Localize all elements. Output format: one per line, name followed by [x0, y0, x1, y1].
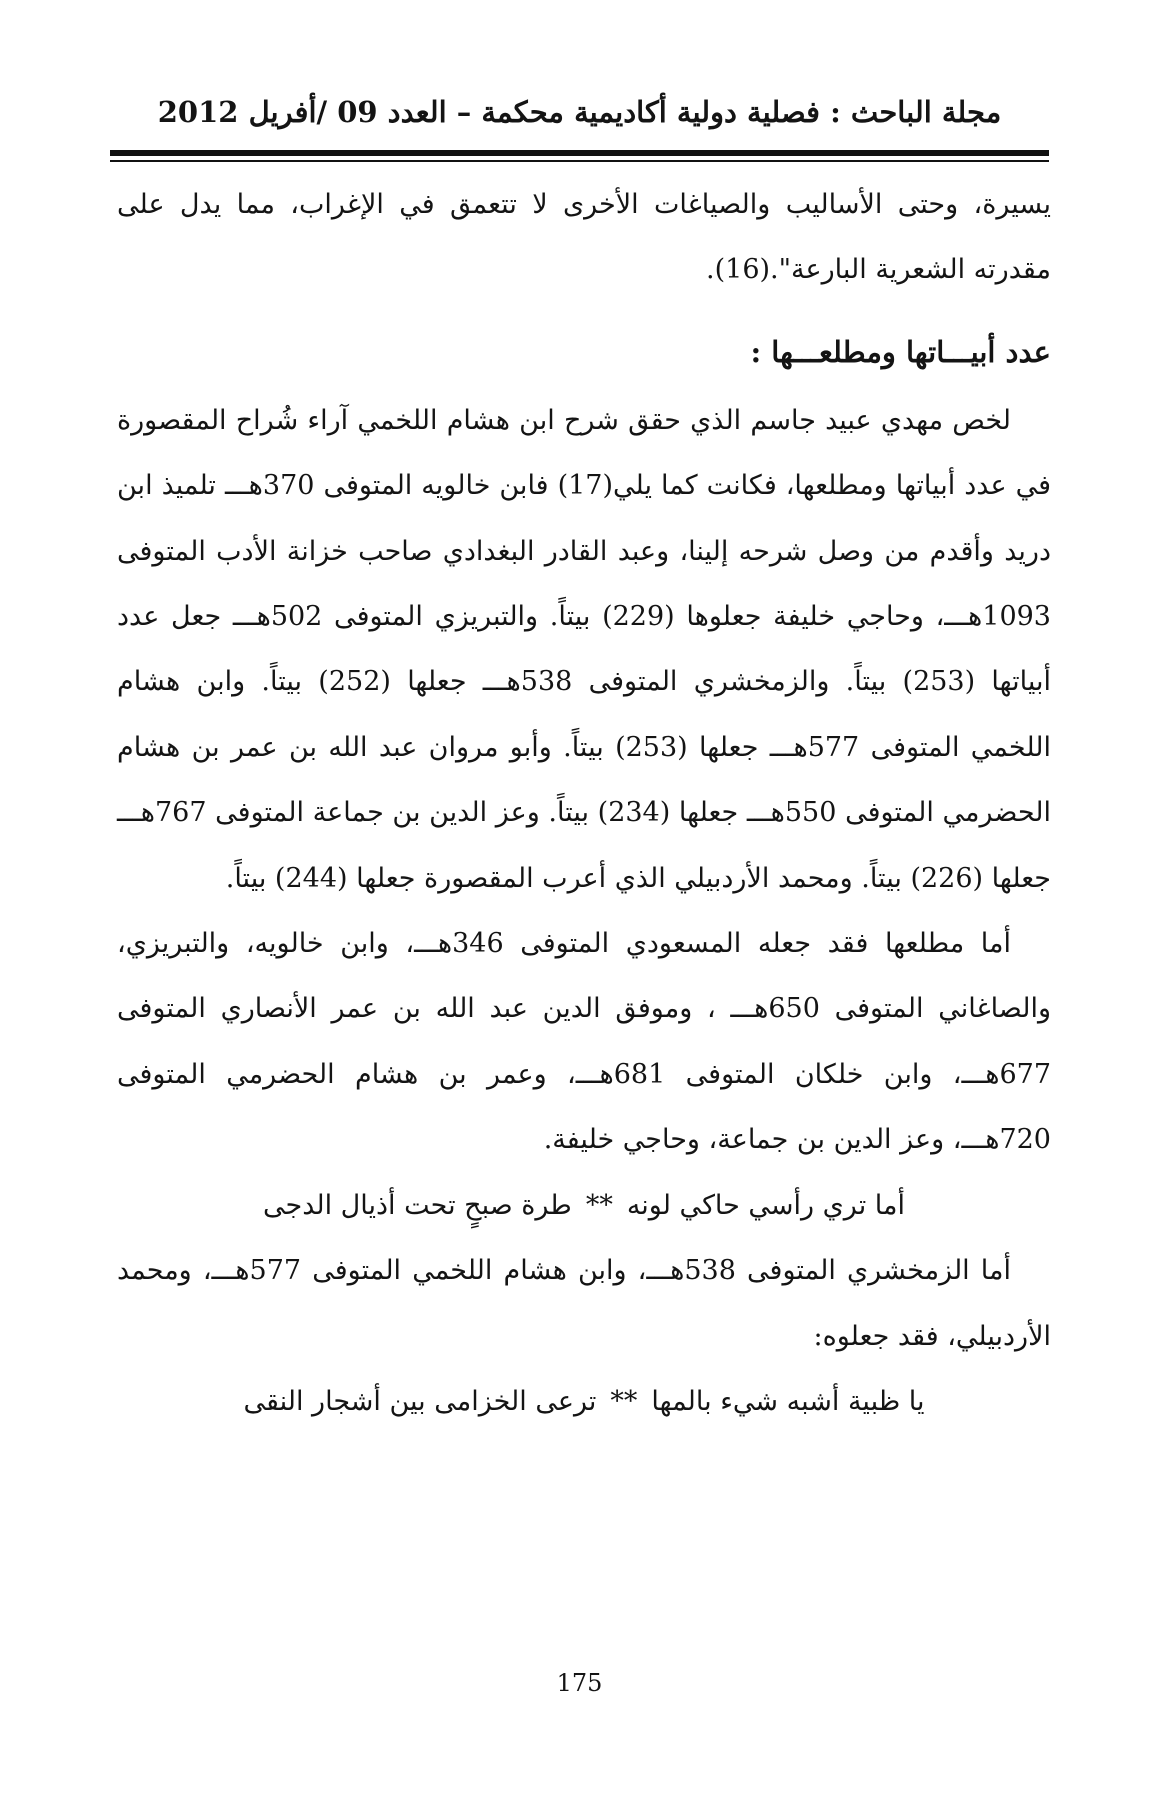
poem-verse-1: [117, 1173, 1051, 1238]
verse-2-second-hemistich: ترعى الخزامى بين أشجار النقى: [243, 1385, 597, 1417]
section-heading: عدد أبيـــاتها ومطلعـــها :: [750, 334, 1051, 369]
page-number: 175: [556, 1669, 603, 1697]
verse-1-second-hemistich: طرة صبحٍ تحت أذيال الدجى: [263, 1189, 572, 1221]
header-rule-thin: [110, 160, 1049, 162]
paragraph-verse-count: لخص مهدي عبيد جاسم الذي حقق شرح ابن هشام اللخمي آراء شُراح المقصورة في عدد أبياتها ومطلعها، فكانت كما يلي(17) فابن خالويه المتوفى 370هـــ تلميذ ابن دريد وأقدم من وصل شرحه إلينا، وعبد القادر البغدادي صاحب خزانة الأدب المتوفى 1093هـــ، وحاجي خليفة جعلوها (229) بيتاً. والتبريزي المتوفى 502هـــ جعل عدد أبياتها (253) بيتاً. والزمخشري المتوفى 538هـــ جعلها (252) بيتاً. وابن هشام اللخمي المتوفى 577هـــ جعلها (253) بيتاً. وأبو مروان عبد الله بن عمر بن هشام الحضرمي المتوفى 550هـــ جعلها (234) بيتاً. وعز الدين بن جماعة المتوفى 767هـــ جعلها (226) بيتاً. ومحمد الأردبيلي الذي أعرب المقصورة جعلها (244) بيتاً.: [117, 404, 1052, 894]
paragraph-opening-verse: أما مطلعها فقد جعله المسعودي المتوفى 346هـــ، وابن خالويه، والتبريزي، والصاغاني المتوفى 650هـــ ، وموفق الدين عبد الله بن عمر الأنصاري المتوفى 677هـــ، وابن خلكان المتوفى 681هـــ، وعمر بن هشام الحضرمي المتوفى 720هـــ، وعز الدين بن جماعة، وحاجي خليفة.: [117, 928, 1052, 1156]
journal-header: مجلة الباحث : فصلية دولية أكاديمية محكمة – العدد 09 /أفريل 2012: [157, 95, 1002, 129]
opening-paragraph: يسيرة، وحتى الأساليب والصياغات الأخرى لا تتعمق في الإغراب، مما يدل على مقدرته الشعرية البارعة".(16).: [117, 189, 1051, 286]
verse-1-separator: **: [585, 1189, 613, 1221]
verse-2-first-hemistich: يا ظبية أشبه شيء بالمها: [651, 1385, 925, 1417]
header-rule-thick: [110, 150, 1049, 156]
poem-verse-2: [117, 1369, 1051, 1434]
verse-2-separator: **: [610, 1385, 638, 1417]
article-body: [117, 172, 1051, 1434]
verse-1-first-hemistich: أما تري رأسي حاكي لونه: [626, 1189, 905, 1221]
paragraph-alternative-opening: أما الزمخشري المتوفى 538هـــ، وابن هشام اللخمي المتوفى 577هـــ، ومحمد الأردبيلي، فقد جعلوه:: [117, 1255, 1051, 1352]
